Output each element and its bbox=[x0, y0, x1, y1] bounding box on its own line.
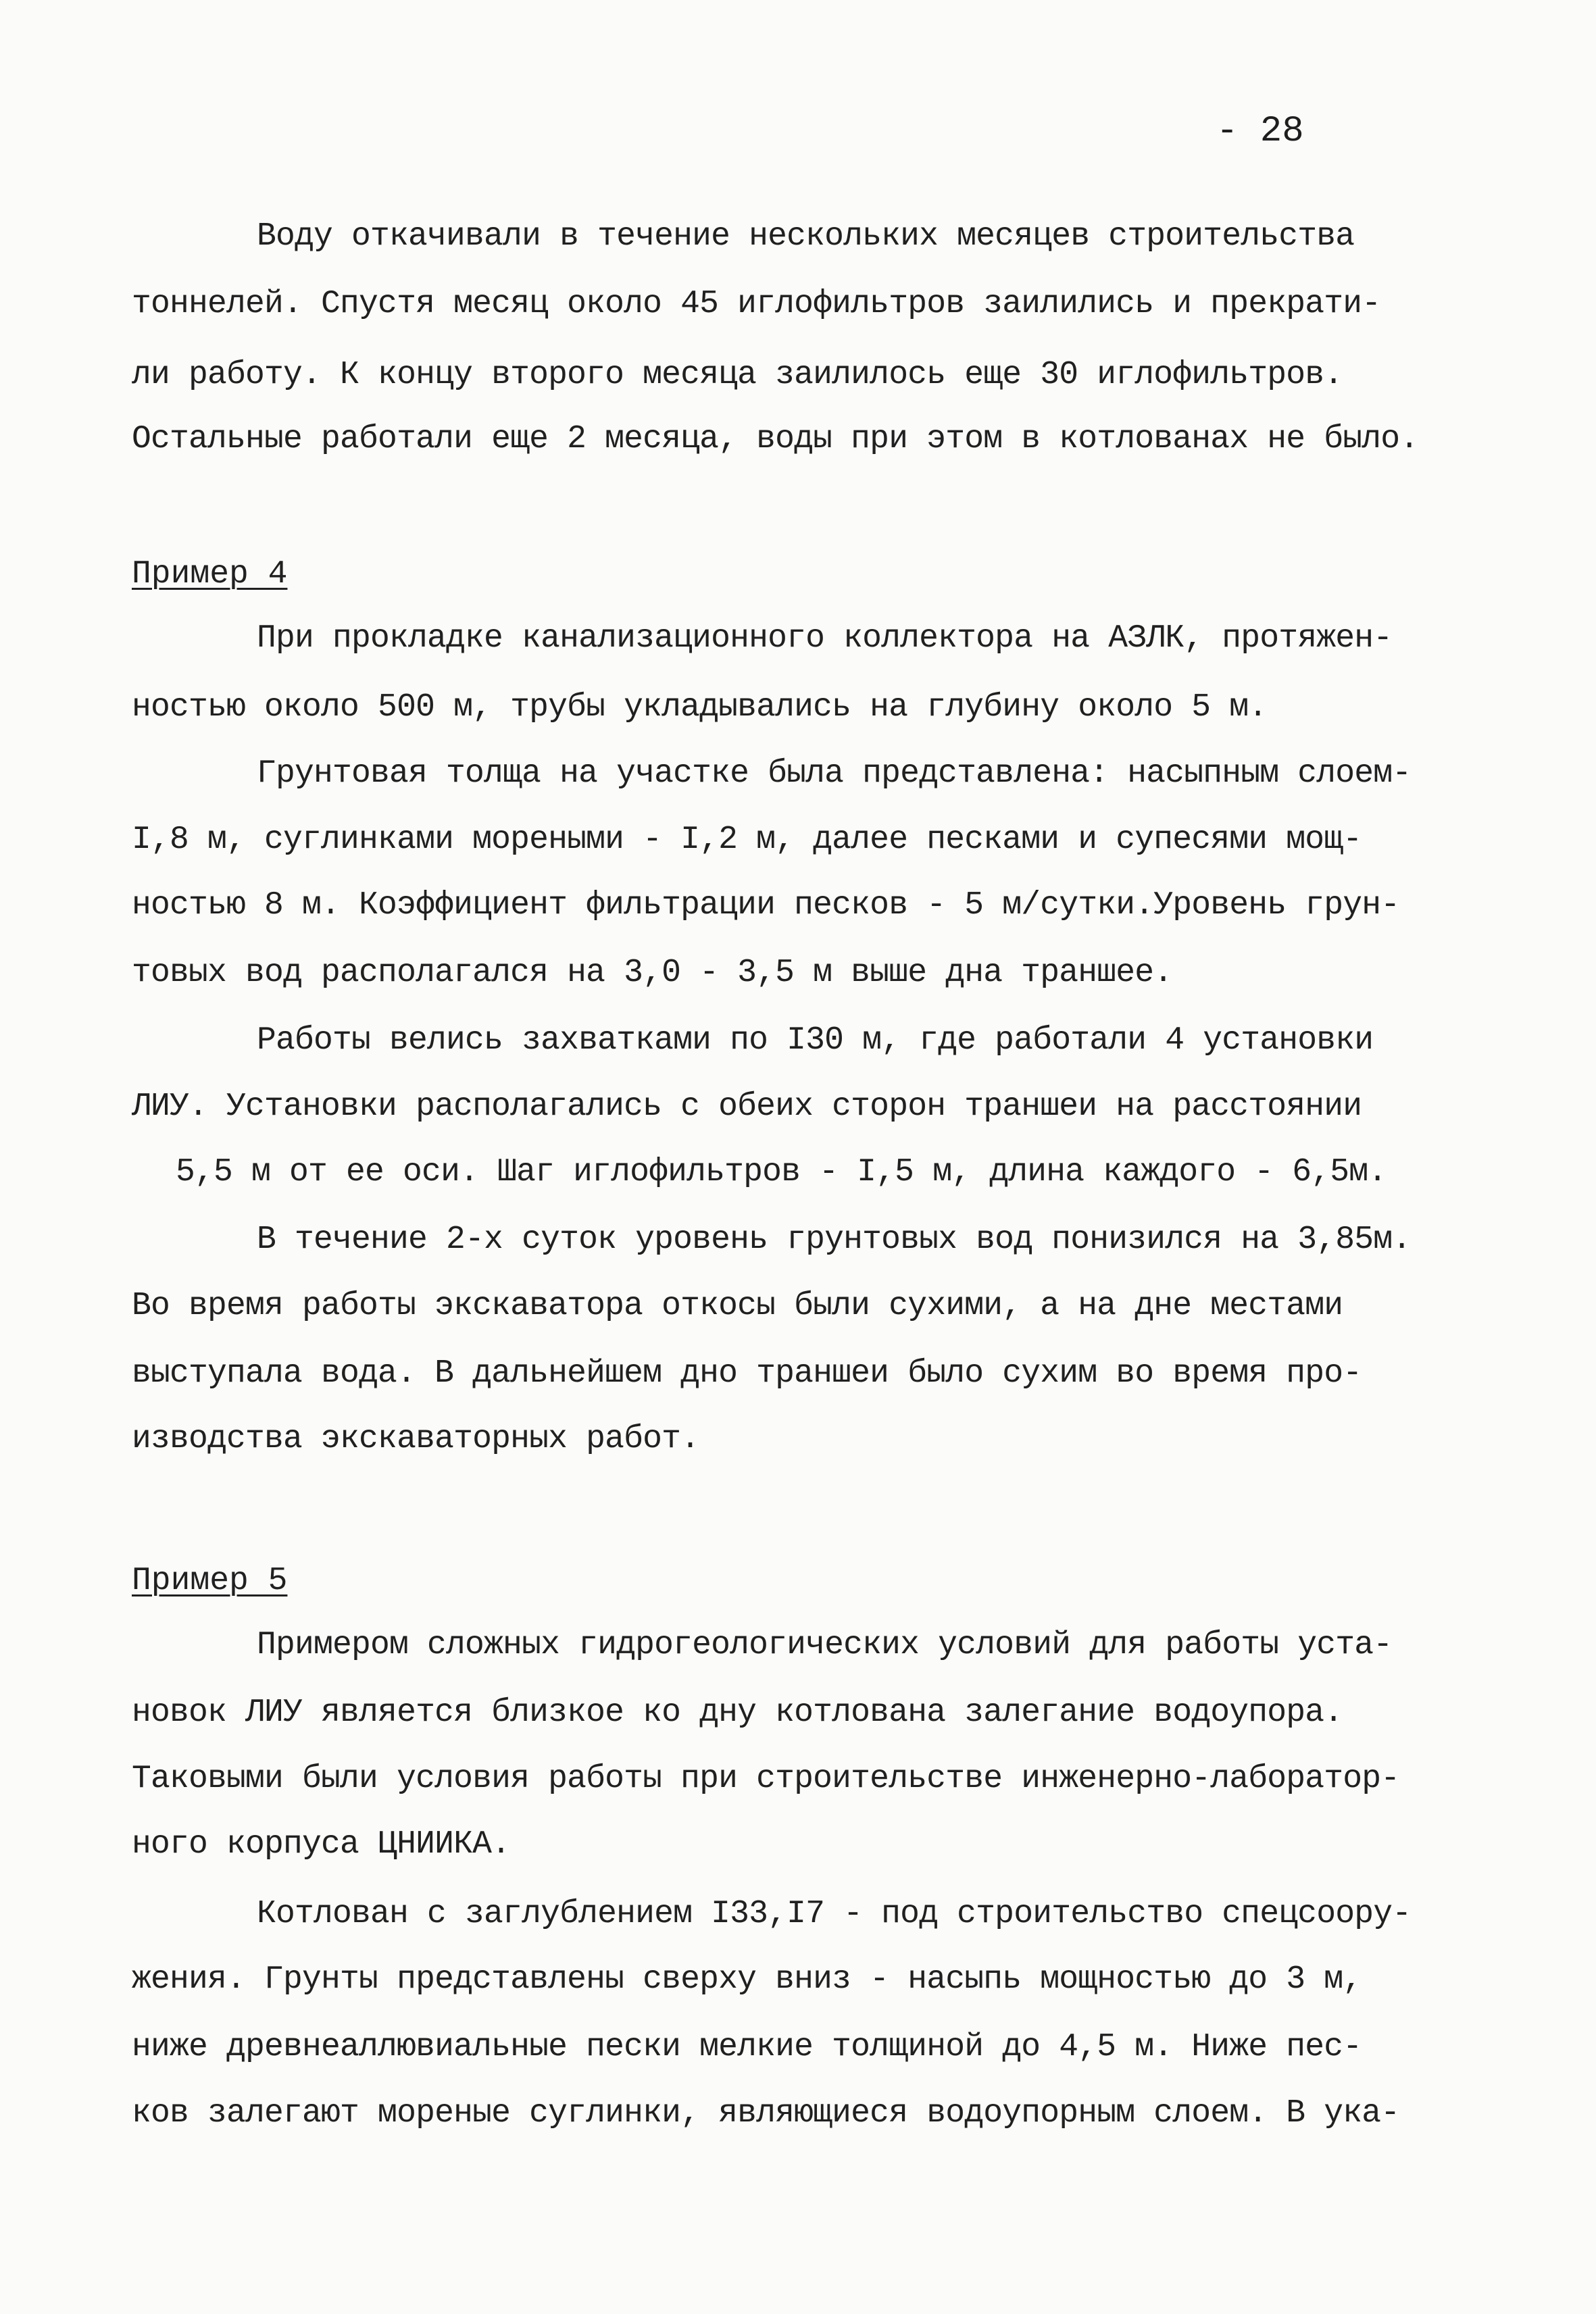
text-line: В течение 2-х суток уровень грунтовых вод понизился на 3,85м. bbox=[257, 1222, 1412, 1258]
text-line: Воду откачивали в течение нескольких месяцев строительства bbox=[257, 218, 1355, 255]
text-line: жения. Грунты представлены сверху вниз - насыпь мощностью до 3 м, bbox=[132, 1961, 1362, 1998]
text-line: выступала вода. В дальнейшем дно траншеи было сухим во время про- bbox=[132, 1355, 1362, 1392]
text-line: ЛИУ. Установки располагались с обеих сторон траншеи на расстоянии bbox=[132, 1088, 1362, 1125]
text-line: ниже древнеаллювиальные пески мелкие толщиной до 4,5 м. Ниже пес- bbox=[132, 2029, 1362, 2065]
text-line: Работы велись захватками по I30 м, где работали 4 установки bbox=[257, 1022, 1374, 1059]
text-line: Остальные работали еще 2 месяца, воды при этом в котлованах не было. bbox=[132, 421, 1419, 457]
text-line: ного корпуса ЦНИИКА. bbox=[132, 1826, 511, 1863]
text-line: товых вод располагался на 3,0 - 3,5 м выше дна траншее. bbox=[132, 955, 1173, 991]
text-line: ли работу. К концу второго месяца заилилось еще 30 иглофильтров. bbox=[132, 357, 1343, 393]
text-line: Таковыми были условия работы при строительстве инженерно-лаборатор- bbox=[132, 1761, 1400, 1797]
text-line: I,8 м, суглинками мореными - I,2 м, далее песками и супесями мощ- bbox=[132, 822, 1362, 858]
text-line: При прокладке канализационного коллектора на АЗЛК, протяжен- bbox=[257, 620, 1393, 657]
text-line: 5,5 м от ее оси. Шаг иглофильтров - I,5 м, длина каждого - 6,5м. bbox=[176, 1154, 1387, 1190]
page-number: - 28 bbox=[1216, 111, 1304, 152]
text-line: ностью около 500 м, трубы укладывались на глубину около 5 м. bbox=[132, 689, 1268, 726]
text-line: Котлован с заглублением I33,I7 - под строительство спецсоору- bbox=[257, 1896, 1412, 1932]
section-heading: Пример 4 bbox=[132, 556, 288, 593]
text-line: Во время работы экскаватора откосы были сухими, а на дне местами bbox=[132, 1288, 1343, 1324]
section-heading: Пример 5 bbox=[132, 1563, 288, 1599]
text-line: изводства экскаваторных работ. bbox=[132, 1421, 700, 1457]
text-line: новок ЛИУ является близкое ко дну котлована залегание водоупора. bbox=[132, 1694, 1343, 1731]
text-line: Примером сложных гидрогеологических условий для работы уста- bbox=[257, 1627, 1393, 1663]
text-line: тоннелей. Спустя месяц около 45 иглофильтров заилились и прекрати- bbox=[132, 286, 1381, 322]
text-line: ностью 8 м. Коэффициент фильтрации песков - 5 м/сутки.Уровень грун- bbox=[132, 887, 1400, 924]
text-line: ков залегают мореные суглинки, являющиеся водоупорным слоем. В ука- bbox=[132, 2095, 1400, 2132]
text-line: Грунтовая толща на участке была представлена: насыпным слоем- bbox=[257, 755, 1412, 792]
